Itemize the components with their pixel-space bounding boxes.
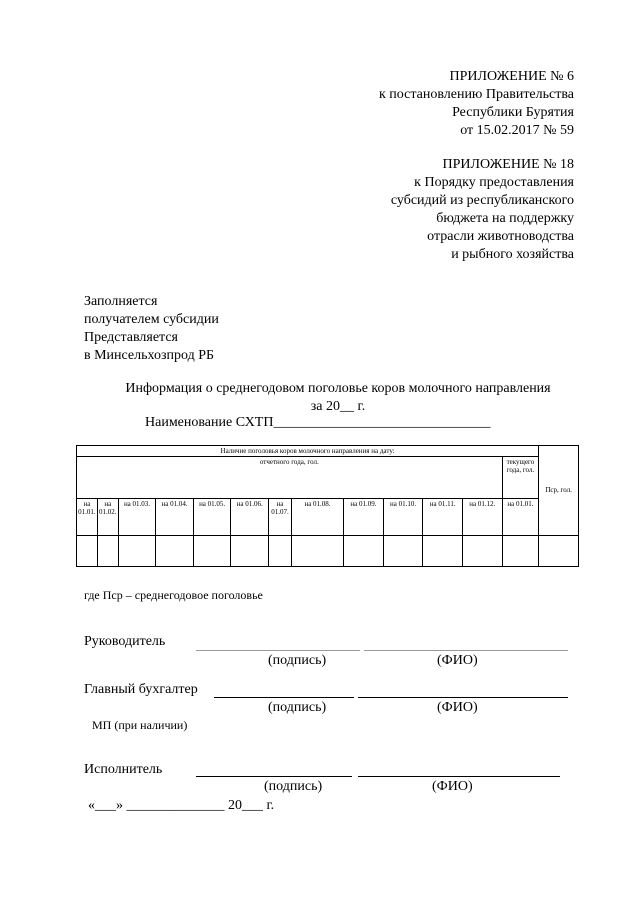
table-cell[interactable]	[193, 535, 231, 566]
table-cell[interactable]	[118, 535, 156, 566]
signature-caption: (подпись)	[268, 653, 327, 668]
prev-year-header: отчетного года, гол.	[77, 457, 503, 498]
table-cell[interactable]	[463, 535, 503, 566]
table-cell[interactable]	[97, 535, 118, 566]
table-cell[interactable]	[383, 535, 423, 566]
fio-caption: (ФИО)	[437, 653, 478, 668]
table-cell[interactable]	[502, 535, 539, 566]
table-cell[interactable]	[291, 535, 343, 566]
table-cell[interactable]	[231, 535, 269, 566]
date-header: на 01.03.	[118, 498, 156, 535]
date-header: на 01.05.	[193, 498, 231, 535]
head-signature-line[interactable]	[196, 650, 360, 651]
head-fio-line[interactable]	[364, 650, 568, 651]
date-header: на 01.07.	[268, 498, 291, 535]
accountant-label: Главный бухгалтер	[84, 682, 198, 697]
table-cell[interactable]	[156, 535, 194, 566]
date-header: на 01.04.	[156, 498, 194, 535]
appendix-text: отрасли животноводства	[427, 229, 574, 244]
table-cell[interactable]	[77, 535, 98, 566]
date-header: на 01.02.	[97, 498, 118, 535]
document-title	[60, 380, 616, 416]
appendix-text: бюджета на поддержку	[436, 211, 574, 226]
stamp-note: МП (при наличии)	[92, 718, 188, 732]
head-label: Руководитель	[84, 634, 166, 649]
fio-caption: (ФИО)	[437, 700, 478, 715]
fill-note-line: в Минсельхозпрод РБ	[84, 348, 215, 363]
title-year-line: за 20__ г.	[310, 399, 366, 414]
appendix-text: субсидий из республиканского	[390, 193, 574, 208]
date-header: на 01.10.	[383, 498, 423, 535]
date-header: на 01.01.	[77, 498, 98, 535]
executor-fio-line[interactable]	[358, 776, 560, 777]
appendix-title: ПРИЛОЖЕНИЕ № 18	[442, 157, 574, 172]
signature-caption: (подпись)	[268, 700, 327, 715]
appendix-header-1	[244, 68, 574, 140]
table-row	[77, 535, 579, 566]
table-cell[interactable]	[268, 535, 291, 566]
date-header: на 01.06.	[231, 498, 269, 535]
fio-caption: (ФИО)	[432, 779, 473, 794]
entity-name-field: Наименование СХТП_______________________________	[145, 415, 491, 430]
executor-label: Исполнитель	[84, 762, 163, 777]
table-cell[interactable]	[423, 535, 463, 566]
livestock-table	[76, 445, 579, 567]
date-header: на 01.11.	[423, 498, 463, 535]
date-header: на 01.08.	[291, 498, 343, 535]
appendix-text: к постановлению Правительства	[378, 87, 574, 102]
current-year-header: текущего года, гол.	[502, 457, 539, 498]
date-header: на 01.09.	[344, 498, 384, 535]
table-cell[interactable]	[539, 535, 579, 566]
table-top-header: Наличие поголовья коров молочного направления на дату:	[77, 446, 539, 457]
executor-signature-line[interactable]	[196, 776, 352, 777]
fill-note-line: Представляется	[84, 330, 178, 345]
appendix-title: ПРИЛОЖЕНИЕ № 6	[449, 69, 574, 84]
title-line: Информация о среднегодовом поголовье коров молочного направления	[125, 381, 551, 396]
appendix-text: к Порядку предоставления	[414, 175, 574, 190]
fill-note-line: получателем субсидии	[84, 312, 219, 327]
accountant-fio-line[interactable]	[358, 697, 568, 698]
fill-note-line: Заполняется	[84, 294, 158, 309]
appendix-text: Республики Бурятия	[452, 105, 574, 120]
appendix-header-2	[244, 156, 574, 264]
date-header: на 01.12.	[463, 498, 503, 535]
accountant-signature-line[interactable]	[214, 697, 354, 698]
signature-caption: (подпись)	[264, 779, 323, 794]
appendix-text: от 15.02.2017 № 59	[460, 123, 574, 138]
date-field[interactable]: «___» ______________ 20___ г.	[88, 798, 275, 813]
fill-note	[84, 293, 219, 365]
footnote: где Пср – среднегодовое поголовье	[84, 588, 263, 602]
date-header: на 01.01.	[502, 498, 539, 535]
appendix-text: и рыбного хозяйства	[451, 247, 574, 262]
table-cell[interactable]	[344, 535, 384, 566]
pcp-header: Пср, гол.	[539, 446, 579, 536]
